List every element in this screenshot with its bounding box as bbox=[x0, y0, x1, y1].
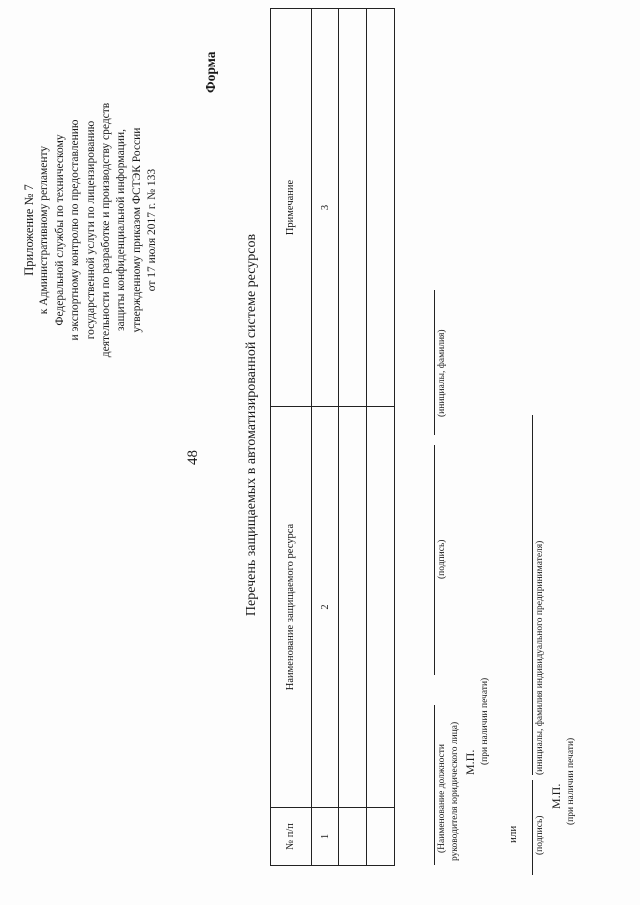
form-label: Форма bbox=[203, 51, 218, 93]
initials-line bbox=[434, 290, 435, 435]
column-number-cell: 1 bbox=[312, 808, 339, 866]
column-number-cell: 3 bbox=[312, 9, 339, 407]
header-number: № п/п bbox=[271, 808, 312, 866]
stamp-note-2: (при наличии печати) bbox=[566, 737, 576, 825]
position-caption: (Наименование должности bbox=[437, 743, 447, 853]
appendix-line: государственной услуги по лицензированию bbox=[84, 120, 97, 340]
appendix-line: защиты конфиденциальной информации, bbox=[115, 128, 128, 332]
table-cell bbox=[339, 9, 367, 407]
table-cell bbox=[367, 407, 395, 808]
initials-caption-2: (инициалы, фамилия индивидуального предпринимателя) bbox=[535, 540, 545, 775]
table-cell bbox=[339, 407, 367, 808]
appendix-line: деятельности по разработке и производству средств bbox=[100, 102, 113, 358]
table-row bbox=[339, 9, 367, 866]
page-number: 48 bbox=[185, 450, 201, 465]
resources-table bbox=[270, 8, 395, 866]
initials-line-2 bbox=[532, 415, 533, 775]
header-resource-name: Наименование защищаемого ресурса bbox=[271, 407, 312, 808]
appendix-line: Федеральной службы по техническому bbox=[53, 134, 66, 326]
table-header-row bbox=[271, 9, 312, 866]
appendix-line: от 17 июля 2017 г. № 133 bbox=[146, 168, 159, 292]
header-note: Примечание bbox=[271, 9, 312, 407]
table-cell bbox=[367, 808, 395, 866]
appendix-line: утвержденному приказом ФСТЭК России bbox=[130, 127, 143, 333]
signature-caption-2: (подпись) bbox=[535, 815, 545, 855]
position-caption: руководителя юридического лица) bbox=[450, 721, 460, 861]
column-numbers-row bbox=[312, 9, 339, 866]
signature-line bbox=[434, 445, 435, 675]
stamp-label-2: М.П. bbox=[549, 783, 563, 809]
table-cell bbox=[339, 808, 367, 866]
position-line bbox=[434, 705, 435, 865]
stamp-note: (при наличии печати) bbox=[480, 677, 490, 765]
or-label: или bbox=[507, 825, 519, 843]
table-cell bbox=[367, 9, 395, 407]
signature-line-2 bbox=[532, 780, 533, 875]
appendix-line: и экспортному контролю по предоставлению bbox=[69, 119, 82, 341]
signature-caption: (подпись) bbox=[437, 539, 447, 579]
table-row bbox=[367, 9, 395, 866]
initials-caption: (инициалы, фамилия) bbox=[437, 329, 447, 417]
stamp-label: М.П. bbox=[463, 749, 477, 775]
appendix-header bbox=[22, 25, 161, 435]
appendix-line: Приложение № 7 bbox=[22, 184, 36, 276]
column-number-cell: 2 bbox=[312, 407, 339, 808]
document-title: Перечень защищаемых в автоматизированной системе ресурсов bbox=[244, 233, 259, 617]
appendix-line: к Административному регламенту bbox=[38, 145, 51, 315]
